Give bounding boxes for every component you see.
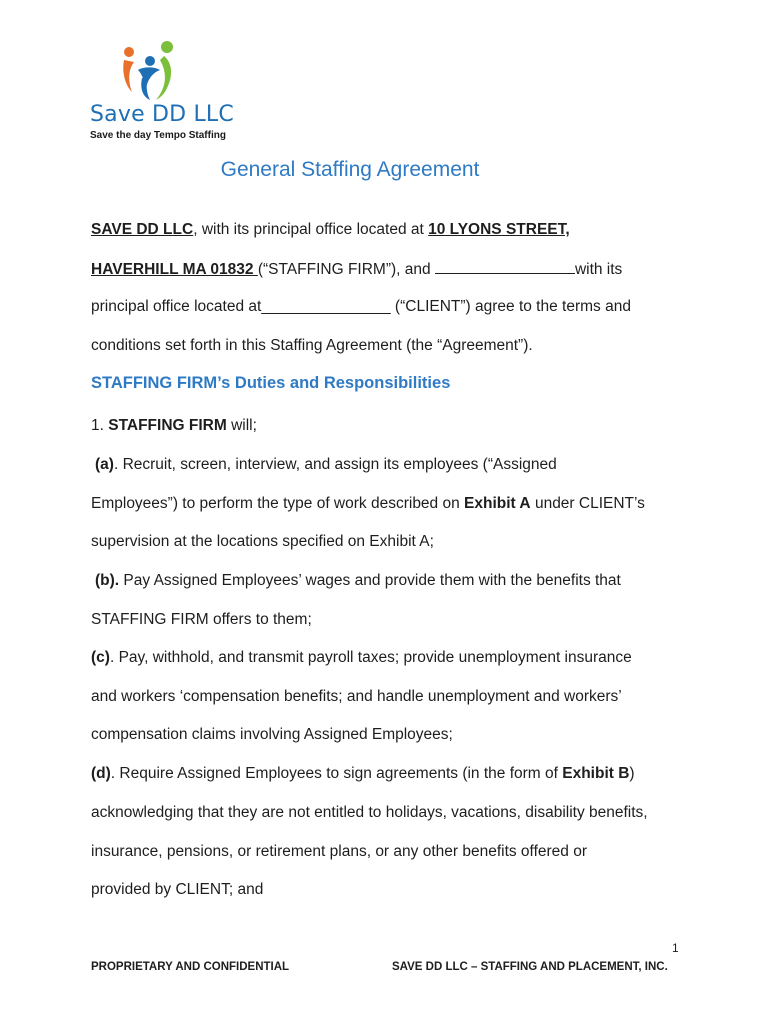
title-text: General Staffing Agreement (220, 158, 480, 181)
clause-text: Employees”) to perform the type of work described on (91, 495, 465, 512)
clause-b-label: (b). (95, 572, 120, 589)
clause-text: . Require Assigned Employees to sign agreements (in the form of (110, 765, 563, 782)
intro-line-1 (91, 220, 570, 240)
clause-c-line-1 (91, 648, 632, 668)
clause-b-line-2: STAFFING FIRM offers to them; (91, 611, 312, 628)
intro-text: (“STAFFING FIRM”), and (257, 261, 435, 278)
address-line-2: HAVERHILL MA 01832 (91, 261, 258, 278)
clause-text: Pay Assigned Employees’ wages and provide them with the benefits that (119, 572, 621, 589)
item-text: will; (226, 417, 257, 434)
clause-d-line-3: insurance, pensions, or retirement plans, or any other benefits offered or (91, 843, 587, 860)
clause-a-line-3: supervision at the locations specified on Exhibit A; (91, 533, 434, 550)
intro-line-2 (91, 259, 622, 280)
clause-a-line-2 (91, 494, 645, 514)
clause-text: . Recruit, screen, interview, and assign its employees (“Assigned (113, 456, 557, 473)
company-logo (86, 40, 246, 145)
clause-c-line-2: and workers ‘compensation benefits; and handle unemployment and workers’ (91, 688, 622, 705)
logo-company-name: Save DD LLC (90, 102, 234, 127)
clause-d-label: (d) (91, 765, 111, 782)
exhibit-a-ref: Exhibit A (464, 495, 531, 512)
item-subject: STAFFING FIRM (108, 417, 227, 434)
footer-confidential: PROPRIETARY AND CONFIDENTIAL (91, 961, 290, 973)
intro-text: with its (574, 261, 623, 278)
clause-b-line-1 (95, 571, 621, 591)
clause-text: . Pay, withhold, and transmit payroll taxes; provide unemployment insurance (109, 649, 632, 666)
intro-line-4: conditions set forth in this Staffing Agreement (the “Agreement”). (91, 337, 533, 354)
item-1 (91, 416, 257, 436)
intro-line-3: principal office located at_______________ (“CLIENT”) agree to the terms and (91, 298, 631, 315)
clause-d-line-4: provided by CLIENT; and (91, 881, 264, 898)
company-name: SAVE DD LLC (91, 221, 194, 238)
clause-text: ) (629, 765, 635, 782)
clause-a-line-1 (95, 455, 557, 475)
address-line-1: 10 LYONS STREET, (428, 221, 570, 238)
client-name-blank[interactable] (435, 259, 575, 274)
section-heading: STAFFING FIRM’s Duties and Responsibilities (91, 374, 451, 392)
clause-c-label: (c) (91, 649, 110, 666)
clause-d-line-1 (91, 764, 635, 784)
logo-tagline: Save the day Tempo Staffing (90, 130, 226, 141)
intro-text: , with its principal office located at (193, 221, 429, 238)
clause-a-label: (a) (95, 456, 114, 473)
document-title (0, 158, 700, 182)
people-logo-icon (120, 40, 180, 102)
item-number: 1. (91, 417, 109, 434)
clause-text: under CLIENT’s (530, 495, 645, 512)
clause-d-line-2: acknowledging that they are not entitled to holidays, vacations, disability benefits, (91, 804, 648, 821)
footer-company: SAVE DD LLC – STAFFING AND PLACEMENT, INC. (392, 961, 668, 973)
clause-c-line-3: compensation claims involving Assigned Employees; (91, 726, 453, 743)
exhibit-b-ref: Exhibit B (562, 765, 630, 782)
page-number: 1 (672, 941, 679, 955)
